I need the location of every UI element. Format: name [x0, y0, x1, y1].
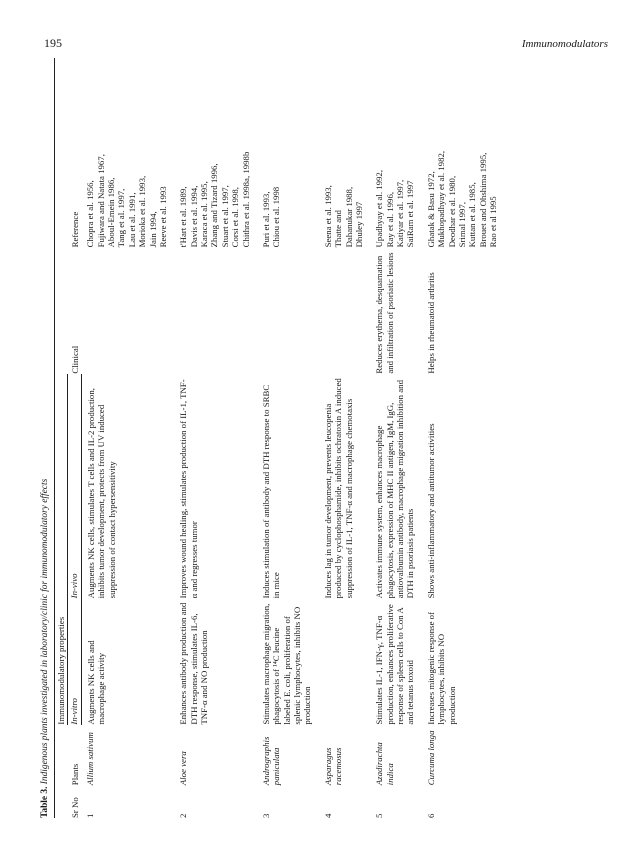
reference-line: Upadhyay et al. 1992, [374, 169, 385, 248]
table-row [257, 58, 319, 818]
cell-in-vivo: Improves wound healing, stimulates production of IL-1, TNF-α and regresses tumor [178, 379, 199, 599]
header-sr-no: Sr No [55, 785, 82, 818]
reference-line: Jain 1994, [147, 211, 158, 248]
table-row [174, 58, 257, 818]
cell-in-vivo: Induces stimulation of antibody and DTH response to SRBC in mice [260, 384, 282, 599]
table-row [370, 58, 422, 818]
table-caption-label: Table 3. [40, 786, 50, 818]
cell-in-vitro: Stimulates macrophage migration, phagocytosis of ¹⁴C leucine labeled E. coli, proliferation of splenic lymphocytes, inhibits NO production [260, 603, 313, 725]
header-reference: Reference [55, 58, 82, 247]
page-number: 195 [44, 36, 62, 50]
cell-in-vitro: Augments NK cells and macrophage activity [85, 640, 107, 725]
reference-line: Kuttan et al. 1985, [467, 182, 478, 248]
reference-line: Chithra et al. 1998a, 1998b [240, 151, 251, 248]
cell-references [174, 58, 257, 247]
cell-sr: 5 [374, 813, 385, 818]
cell-sr: 3 [260, 813, 271, 818]
reference-line: Aboul-Emein 1986, [106, 177, 117, 248]
cell-sr: 1 [85, 813, 96, 818]
running-head: Immunomodulators [521, 38, 608, 50]
cell-plant: Andrographis paniculata [260, 736, 282, 786]
reference-line: Katiyar et al. 1997, [395, 179, 406, 248]
reference-line: Srimal 1997, [456, 201, 467, 248]
cell-in-vitro [319, 598, 371, 724]
reference-line: Corsi et al. 1998, [230, 187, 241, 248]
cell-sr: 6 [425, 813, 436, 818]
rotated-table-block [40, 58, 504, 818]
reference-line: Chopra et al. 1956, [85, 180, 96, 248]
header-in-vitro: In-vitro [68, 598, 81, 724]
cell-clinical [174, 247, 257, 373]
reference-line: Fujiwara and Natata 1967, [95, 154, 106, 248]
immunomodulator-table [54, 58, 504, 818]
reference-line: Mukhopadhyay et al. 1982, [436, 150, 447, 248]
header-in-vivo: In-vivo [68, 374, 81, 599]
cell-clinical: Helps in rheumatoid arthritis [425, 272, 436, 374]
cell-references [81, 58, 174, 247]
cell-references [319, 58, 371, 247]
cell-in-vivo: Activates immune system, enhances macrophage phagocytosis, expression of MHC II antigen, IgM, IgG, antiovalbumin antibody, macrophage migration inhibition and DTH in psoriasis patients [374, 380, 416, 599]
header-clinical: Clinical [55, 247, 82, 373]
reference-line: Dhuley 1997 [353, 201, 364, 248]
reference-line: Ray et al. 1996, [384, 191, 395, 248]
reference-line: Chiou et al. 1998 [271, 186, 282, 248]
reference-line: Morioka et al. 1993, [137, 175, 148, 248]
cell-references [370, 58, 422, 247]
cell-in-vivo: Induces lag in tumor development, prevents leucopenia produced by cyclophosphamide, inhibits ochratoxin A induced suppression of IL-1, TNF-α and macrophage chemotaxis [322, 378, 354, 599]
cell-in-vitro: Increases mitogenic response of lymphocytes, inhibits NO production [425, 611, 457, 725]
header-immunomodulatory-properties: Immunomodulatory properties [55, 374, 68, 725]
table-row [422, 58, 505, 818]
cell-references [422, 58, 505, 247]
table-caption-text: Indigenous plants investigated in laboratory/clinic for immunomodulatory effects [40, 478, 50, 785]
reference-line: Thatte and [333, 210, 344, 248]
reference-line: Lau et al. 1991, [126, 192, 137, 248]
reference-line: Ghatak & Basu 1972, [425, 171, 436, 248]
reference-line: Deodhar et al. 1980, [446, 175, 457, 248]
cell-in-vitro: Enhances antibody production and DTH response, stimulates IL-6, TNF-α and NO production [178, 602, 210, 725]
cell-references [257, 58, 319, 247]
reference-line: t'Hart et al. 1989, [178, 186, 189, 248]
header-plants: Plants [55, 725, 82, 786]
cell-in-vitro: Stimulates IL-1, IFN-γ, TNF-α production, enhances proliferative response of spleen cells to Con A and tetanus toxoid [374, 604, 416, 725]
cell-sr: 2 [178, 813, 189, 818]
table-row [81, 58, 174, 818]
cell-plant: Curcuma longa [425, 730, 436, 786]
reference-line: Reeve et al. 1993 [157, 186, 168, 248]
reference-line: Tang et al. 1997, [116, 188, 127, 248]
cell-plant: Asparagus racemosus [322, 747, 344, 786]
reference-line: Karaca et al. 1995, [199, 181, 210, 248]
cell-clinical [257, 247, 319, 373]
cell-clinical [81, 247, 174, 373]
cell-clinical [319, 247, 371, 373]
reference-line: Davis et al. 1994, [188, 185, 199, 248]
reference-line: Rao et al 1995 [488, 196, 499, 248]
reference-line: SaiRam et al. 1997 [405, 180, 416, 248]
table-body [81, 58, 504, 818]
reference-line: Stuart et al. 1997, [219, 185, 230, 248]
cell-clinical: Reduces erythema, desquamation and infiltration of psoriatic lesions [374, 252, 395, 374]
cell-plant: Azadirachta indica [374, 742, 395, 786]
cell-in-vivo: Shows anti-inflammatory and antitumor activities [425, 423, 436, 599]
reference-line: Zhang and Tizard 1996, [209, 163, 220, 248]
cell-sr: 4 [322, 813, 333, 818]
cell-plant: Allium sativum [85, 732, 96, 786]
table-row [319, 58, 371, 818]
table-caption [40, 58, 51, 818]
reference-line: Dahanukar 1988, [343, 186, 354, 248]
cell-in-vivo: Augments NK cells, stimulates T cells and IL-2 production, inhibits tumor development, protects from UV induced suppression of contact hypersensitivity [85, 388, 117, 599]
reference-line: Brouet and Ohshima 1995, [477, 152, 488, 248]
reference-line: Seena et al. 1993, [322, 185, 333, 248]
cell-plant: Aloe vera [178, 751, 189, 786]
reference-line: Puri et al. 1993, [260, 191, 271, 248]
